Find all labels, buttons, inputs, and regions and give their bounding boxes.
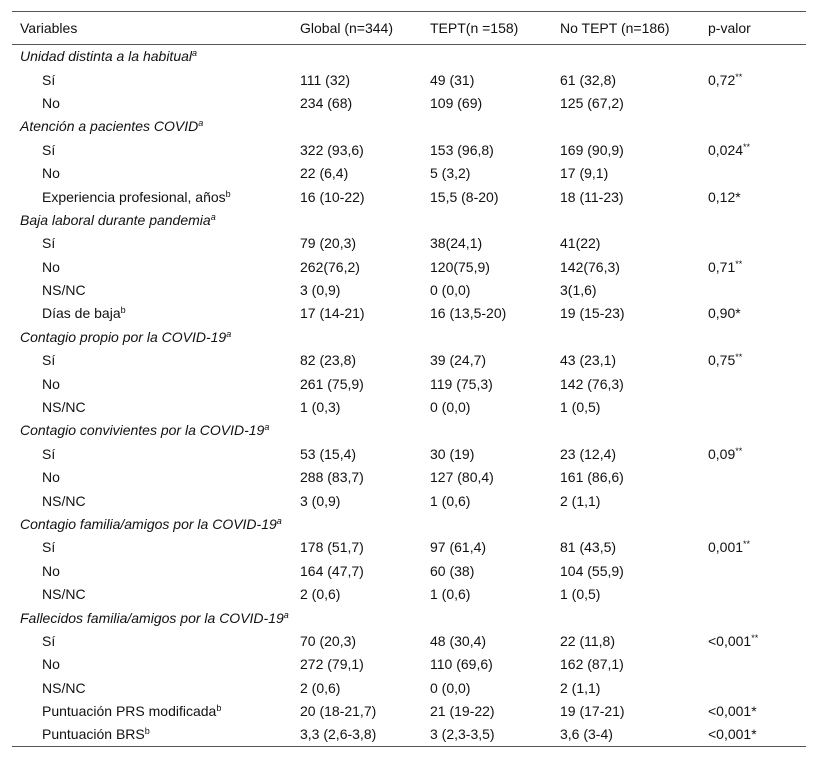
global-cell: 261 (75,9) [300,375,364,392]
no-tept-cell: 22 (11,8) [560,632,615,649]
table-row [12,676,806,699]
table-row [12,466,806,489]
global-cell: 53 (15,4) [300,445,357,462]
table-row [12,138,806,161]
row-label-text: No [42,94,60,111]
row-label-text: Sí [42,71,56,88]
row-label-text: No [42,656,60,673]
row-label [12,185,292,208]
header-global: Global (n=344) [292,12,422,45]
row-label [12,489,292,512]
p-value-cell [700,676,806,699]
tept-cell: 48 (30,4) [430,632,487,649]
p-value-cell [700,372,806,395]
table-row [12,232,806,255]
table-row [12,278,806,301]
p-value-text: 0,024 [708,141,744,158]
table-row [12,372,806,395]
p-value-cell [700,582,806,605]
table-row [12,185,806,208]
row-label-text: Sí [42,141,56,158]
global-cell: 20 (18-21,7) [300,703,377,720]
p-value-cell [700,138,806,161]
section-label-text: Contagio familia/amigos por la COVID-19 [20,516,277,532]
tept-cell: 0 (0,0) [430,679,471,696]
table-row [12,489,806,512]
section-row [12,208,806,231]
row-label-text: NS/NC [42,399,86,416]
no-tept-cell: 104 (55,9) [560,562,624,579]
p-value-cell [700,536,806,559]
section-label-text: Baja laboral durante pandemia [20,211,211,228]
tept-cell: 110 (69,6) [430,656,493,673]
row-label-text: Puntuación PRS modificada [42,703,217,720]
row-label [12,68,292,91]
header-variables: Variables [12,12,292,45]
row-label-text: No [42,165,60,182]
global-cell: 262(76,2) [300,258,360,275]
footnote-marker: a [276,516,282,526]
no-tept-cell: 19 (15-23) [560,305,625,322]
p-value-text: 0,75 [708,352,736,369]
section-row [12,512,806,535]
p-value-text: 0,71 [708,258,736,275]
footnote-marker: a [264,422,270,433]
p-value-cell [700,629,806,652]
global-cell: 178 (51,7) [300,539,364,556]
tept-cell: 38(24,1) [430,235,483,252]
tept-cell: 119 (75,3) [430,375,493,392]
p-value-cell [700,699,806,722]
section-row [12,325,806,348]
tept-cell: 49 (31) [430,71,475,88]
row-label [12,559,292,582]
p-value-text: 0,12* [708,188,741,205]
global-cell: 70 (20,3) [300,632,357,649]
header-tept: TEPT(n =158) [422,12,552,45]
p-value-text: <0,001 [708,632,752,649]
no-tept-cell: 18 (11-23) [560,188,624,205]
section-label [12,45,806,68]
global-cell: 22 (6,4) [300,165,349,182]
p-value-cell [700,653,806,676]
table-row [12,161,806,184]
row-label [12,138,292,161]
no-tept-cell: 19 (17-21) [560,703,625,720]
row-label-text: NS/NC [42,492,86,509]
tept-cell: 97 (61,4) [430,539,487,556]
row-label [12,629,292,652]
tept-cell: 1 (0,6) [430,492,471,509]
global-cell: 2 (0,6) [300,679,341,696]
tept-cell: 127 (80,4) [430,469,494,486]
tept-cell: 109 (69) [430,94,483,111]
header-no-tept: No TEPT (n=186) [552,12,700,45]
row-label-text: Experiencia profesional, años [42,188,226,205]
no-tept-cell: 23 (12,4) [560,445,617,462]
row-label-text: Puntuación BRS [42,726,145,743]
tept-cell: 120(75,9) [430,258,490,275]
row-label-text: Sí [42,539,56,556]
p-value-cell [700,68,806,91]
section-label [12,606,806,629]
section-label [12,115,806,138]
no-tept-cell: 61 (32,8) [560,71,617,88]
no-tept-cell: 142(76,3) [560,258,620,275]
global-cell: 17 (14-21) [300,305,365,322]
p-value-cell [700,489,806,512]
global-cell: 164 (47,7) [300,562,364,579]
table-row [12,395,806,418]
tept-cell: 15,5 (8-20) [430,188,499,205]
significance-marker: ** [735,352,743,363]
row-label [12,395,292,418]
row-label [12,232,292,255]
no-tept-cell: 17 (9,1) [560,165,609,182]
footnote-marker: b [120,305,126,316]
global-cell: 288 (83,7) [300,469,364,486]
row-label-text: No [42,469,60,486]
section-row [12,419,806,442]
global-cell: 322 (93,6) [300,141,364,158]
tept-cell: 0 (0,0) [430,282,471,299]
global-cell: 3,3 (2,6-3,8) [292,723,422,746]
p-value-cell [700,185,806,208]
no-tept-cell: 2 (1,1) [560,679,601,696]
p-value-text: <0,001* [708,703,757,720]
p-value-cell [700,255,806,278]
global-cell: 272 (79,1) [300,656,364,673]
table-row [12,536,806,559]
table-row [12,629,806,652]
p-value-text: <0,001* [708,726,757,743]
row-label [12,653,292,676]
row-label-text: Sí [42,445,56,462]
global-cell: 16 (10-22) [300,188,365,205]
row-label-text: No [42,375,60,392]
row-label [12,582,292,605]
p-value-text: 0,72 [708,71,736,88]
no-tept-cell: 1 (0,5) [560,399,601,416]
no-tept-cell: 125 (67,2) [560,94,624,111]
significance-marker: ** [735,71,743,82]
significance-marker: ** [743,539,751,550]
footnote-marker: a [210,211,216,222]
tept-cell: 153 (96,8) [430,141,494,158]
row-label-text: No [42,258,60,275]
tept-cell: 3 (2,3-3,5) [422,723,552,746]
global-cell: 234 (68) [300,94,353,111]
section-row [12,606,806,629]
footnote-marker: b [225,188,231,199]
p-value-cell [700,723,806,746]
significance-marker: ** [751,632,759,643]
tept-cell: 39 (24,7) [430,352,487,369]
p-value-cell [700,466,806,489]
no-tept-cell: 41(22) [560,235,601,252]
p-value-cell [700,442,806,465]
footnote-marker: a [226,328,232,339]
section-label [12,512,806,535]
no-tept-cell: 169 (90,9) [560,141,624,158]
p-value-cell [700,278,806,301]
row-label [12,302,292,325]
table-row [12,349,806,372]
p-value-text: 0,90* [708,305,741,322]
significance-marker: ** [735,445,743,456]
section-label-text: Contagio propio por la COVID-19 [20,328,227,345]
row-label [12,536,292,559]
no-tept-cell: 43 (23,1) [560,352,617,369]
table-body [12,45,806,747]
table-row [12,68,806,91]
tept-cell: 0 (0,0) [430,399,471,416]
global-cell: 82 (23,8) [300,352,357,369]
row-label-text: Sí [42,352,56,369]
tept-cell: 5 (3,2) [430,165,471,182]
row-label [12,278,292,301]
table-row [12,582,806,605]
no-tept-cell: 81 (43,5) [560,539,617,556]
footnote-marker: a [283,609,289,620]
p-value-text: 0,001 [708,539,744,556]
tept-cell: 30 (19) [430,445,475,462]
section-row [12,45,806,68]
row-label-text: NS/NC [42,586,86,603]
footnote-marker: a [198,118,204,129]
no-tept-cell: 3,6 (3-4) [552,723,700,746]
row-label-text: Sí [42,632,56,649]
p-value-cell [700,559,806,582]
row-label [12,699,292,722]
p-value-text: 0,09 [708,445,736,462]
no-tept-cell: 162 (87,1) [560,656,624,673]
section-label-text: Fallecidos familia/amigos por la COVID-19 [20,609,284,626]
no-tept-cell: 1 (0,5) [560,586,601,603]
significance-marker: ** [743,141,751,152]
section-label [12,325,806,348]
row-label-text: NS/NC [42,679,86,696]
footnote-marker: b [216,703,222,714]
tept-cell: 60 (38) [430,562,475,579]
p-value-cell [700,161,806,184]
section-label-text: Unidad distinta a la habitual [20,48,193,65]
row-label [12,442,292,465]
section-label-text: Atención a pacientes COVID [20,118,199,135]
table-header-row [12,12,806,45]
table-row [12,653,806,676]
p-value-cell [700,302,806,325]
global-cell: 2 (0,6) [300,586,341,603]
row-label [12,349,292,372]
table-row [12,302,806,325]
row-label [12,161,292,184]
global-cell: 3 (0,9) [300,492,341,509]
row-label-text: Sí [42,235,56,252]
no-tept-cell: 2 (1,1) [560,492,601,509]
p-value-cell [700,91,806,114]
no-tept-cell: 3(1,6) [560,282,597,299]
row-label [12,91,292,114]
tept-cell: 1 (0,6) [430,586,471,603]
section-label-text: Contagio convivientes por la COVID-19 [20,422,265,439]
section-label [12,419,806,442]
footnote-marker: b [144,726,150,737]
section-label [12,208,806,231]
table-row [12,255,806,278]
row-label-text: Días de baja [42,305,121,322]
row-label [12,466,292,489]
row-label [12,723,292,746]
row-label-text: NS/NC [42,282,86,299]
header-p-valor: p-valor [700,12,806,45]
no-tept-cell: 142 (76,3) [560,375,624,392]
significance-marker: ** [735,258,743,269]
table-row [12,559,806,582]
p-value-cell [700,349,806,372]
no-tept-cell: 161 (86,6) [560,469,624,486]
global-cell: 79 (20,3) [300,235,357,252]
p-value-cell [700,395,806,418]
global-cell: 3 (0,9) [300,282,341,299]
table-row [12,699,806,722]
row-label-text: No [42,562,60,579]
p-value-cell [700,232,806,255]
table-row [12,442,806,465]
global-cell: 111 (32) [300,71,351,88]
table-row [12,723,806,746]
tept-cell: 21 (19-22) [430,703,495,720]
row-label [12,676,292,699]
row-label [12,372,292,395]
results-table [12,11,806,747]
table-row [12,91,806,114]
tept-cell: 16 (13,5-20) [430,305,507,322]
section-row [12,115,806,138]
global-cell: 1 (0,3) [300,399,341,416]
footnote-marker: a [192,48,198,59]
row-label [12,255,292,278]
